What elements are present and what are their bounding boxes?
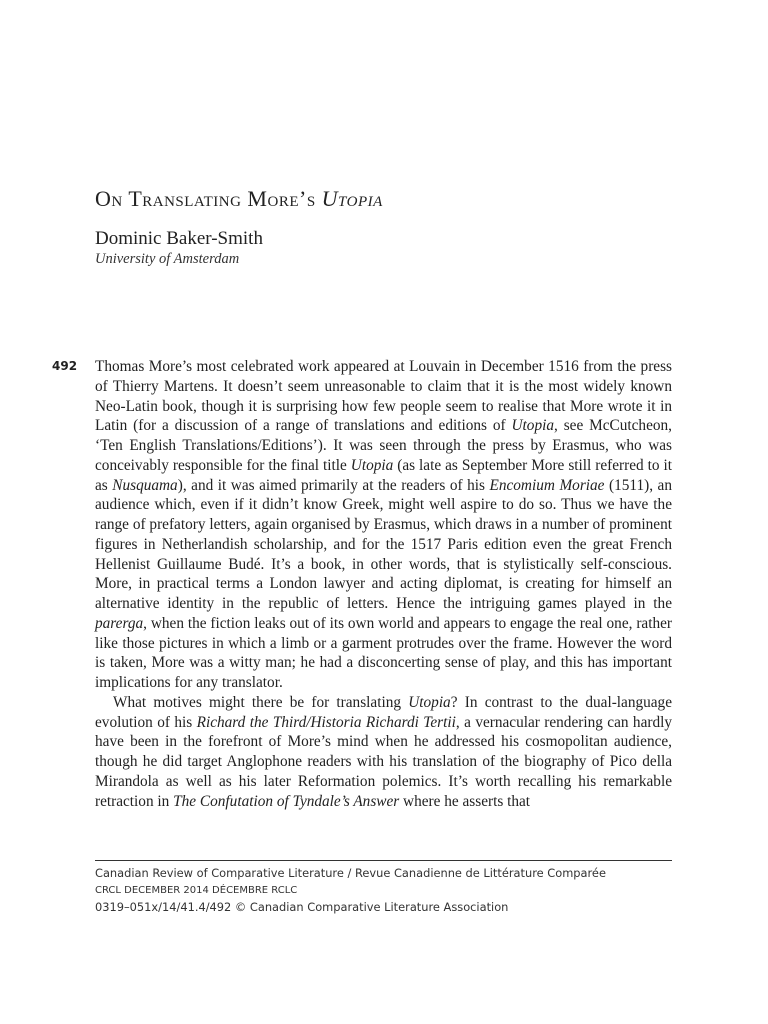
page-number: 492 [52,359,78,373]
p2-italic-richard: Richard the Third/Historia Richardi Tertii [196,713,456,731]
p1-italic-encomium: Encomium Moriae [489,476,605,494]
p1-italic-nusquama: Nusquama [112,476,178,494]
page-footer [95,865,606,916]
p2-text-2: ? In contrast to the dual-language evolution of his [95,693,672,731]
p2-text-0: What motives might there be for translating [113,693,409,711]
p1-italic-utopia-2: Utopia [350,456,394,474]
p1-text-10: , when the fiction leaks out of its own world and appears to engage the real one, rather like those pictures in which a limb or a garment protrudes over the frame. However the word is taken, More was a witty man; he had a disconcerting sense of play, and this has important implications for any translator. [95,614,672,691]
footer-issn: 0319–051x/14/41.4/492 © Canadian Comparative Literature Association [95,900,509,914]
article-title [95,186,383,212]
p1-text-8: (1511), an audience which, even if it didn’t know Greek, might well aspire to do so. Thus we have the range of prefatory letters, again organised by Erasmus, which draws in a number of prominent figures in Netherlandish scholarship, and for the 1517 Paris edition even the great French Hellenist Guillaume Budé. It’s a book, in other words, that is stylistically self-conscious. More, in practical terms a London lawyer and acting diplomat, is creating for himself an alternative identity in the republic of letters. Hence the intriguing games played in the [95,476,672,612]
footer-rule [95,860,672,861]
author-affiliation: University of Amsterdam [95,251,240,267]
p1-text-0: Thomas More’s most celebrated work appeared at Louvain in December 1516 from the press of Thierry Martens. It doesn’t seem unreasonable to claim that it is the most widely known Neo-Latin book, though it is surprising how few people seem to realise that More wrote it in Latin (for a discussion of a range of translations and editions of [95,358,672,435]
p1-italic-parerga: parerga [95,614,144,632]
article-title-main: On Translating More’s [95,186,322,211]
p1-italic-utopia-1: Utopia [511,417,554,435]
paragraph-2 [95,693,672,812]
p2-italic-confutation: The Confutation of Tyndale’s Answer [173,792,400,810]
paragraph-1 [95,357,672,693]
article-body [95,357,672,811]
p1-text-6: ), and it was aimed primarily at the readers of his [177,476,490,494]
p2-italic-utopia: Utopia [408,693,451,711]
article-title-italic: Utopia [321,186,383,211]
author-name: Dominic Baker-Smith [95,228,263,249]
p2-text-6: where he asserts that [399,792,531,810]
footer-journal: Canadian Review of Comparative Literature / Revue Canadienne de Littérature Comparée [95,866,606,880]
p1-text-4: (as late as September More still referred to it as [95,456,672,494]
p1-text-2: , see McCutcheon, ‘Ten English Translations/Editions’). It was seen through the press by Erasmus, who was conceivably responsible for the final title [95,417,672,474]
footer-issue: CRCL DECEMBER 2014 DÉCEMBRE RCLC [95,885,298,896]
p2-text-4: , a vernacular rendering can hardly have been in the forefront of More’s mind when he addressed his cosmopolitan audience, though he did target Anglophone readers with his translation of the biography of Pico della Mirandola as well as his later Reformation polemics. It’s worth recalling his remarkable retraction in [95,713,672,810]
